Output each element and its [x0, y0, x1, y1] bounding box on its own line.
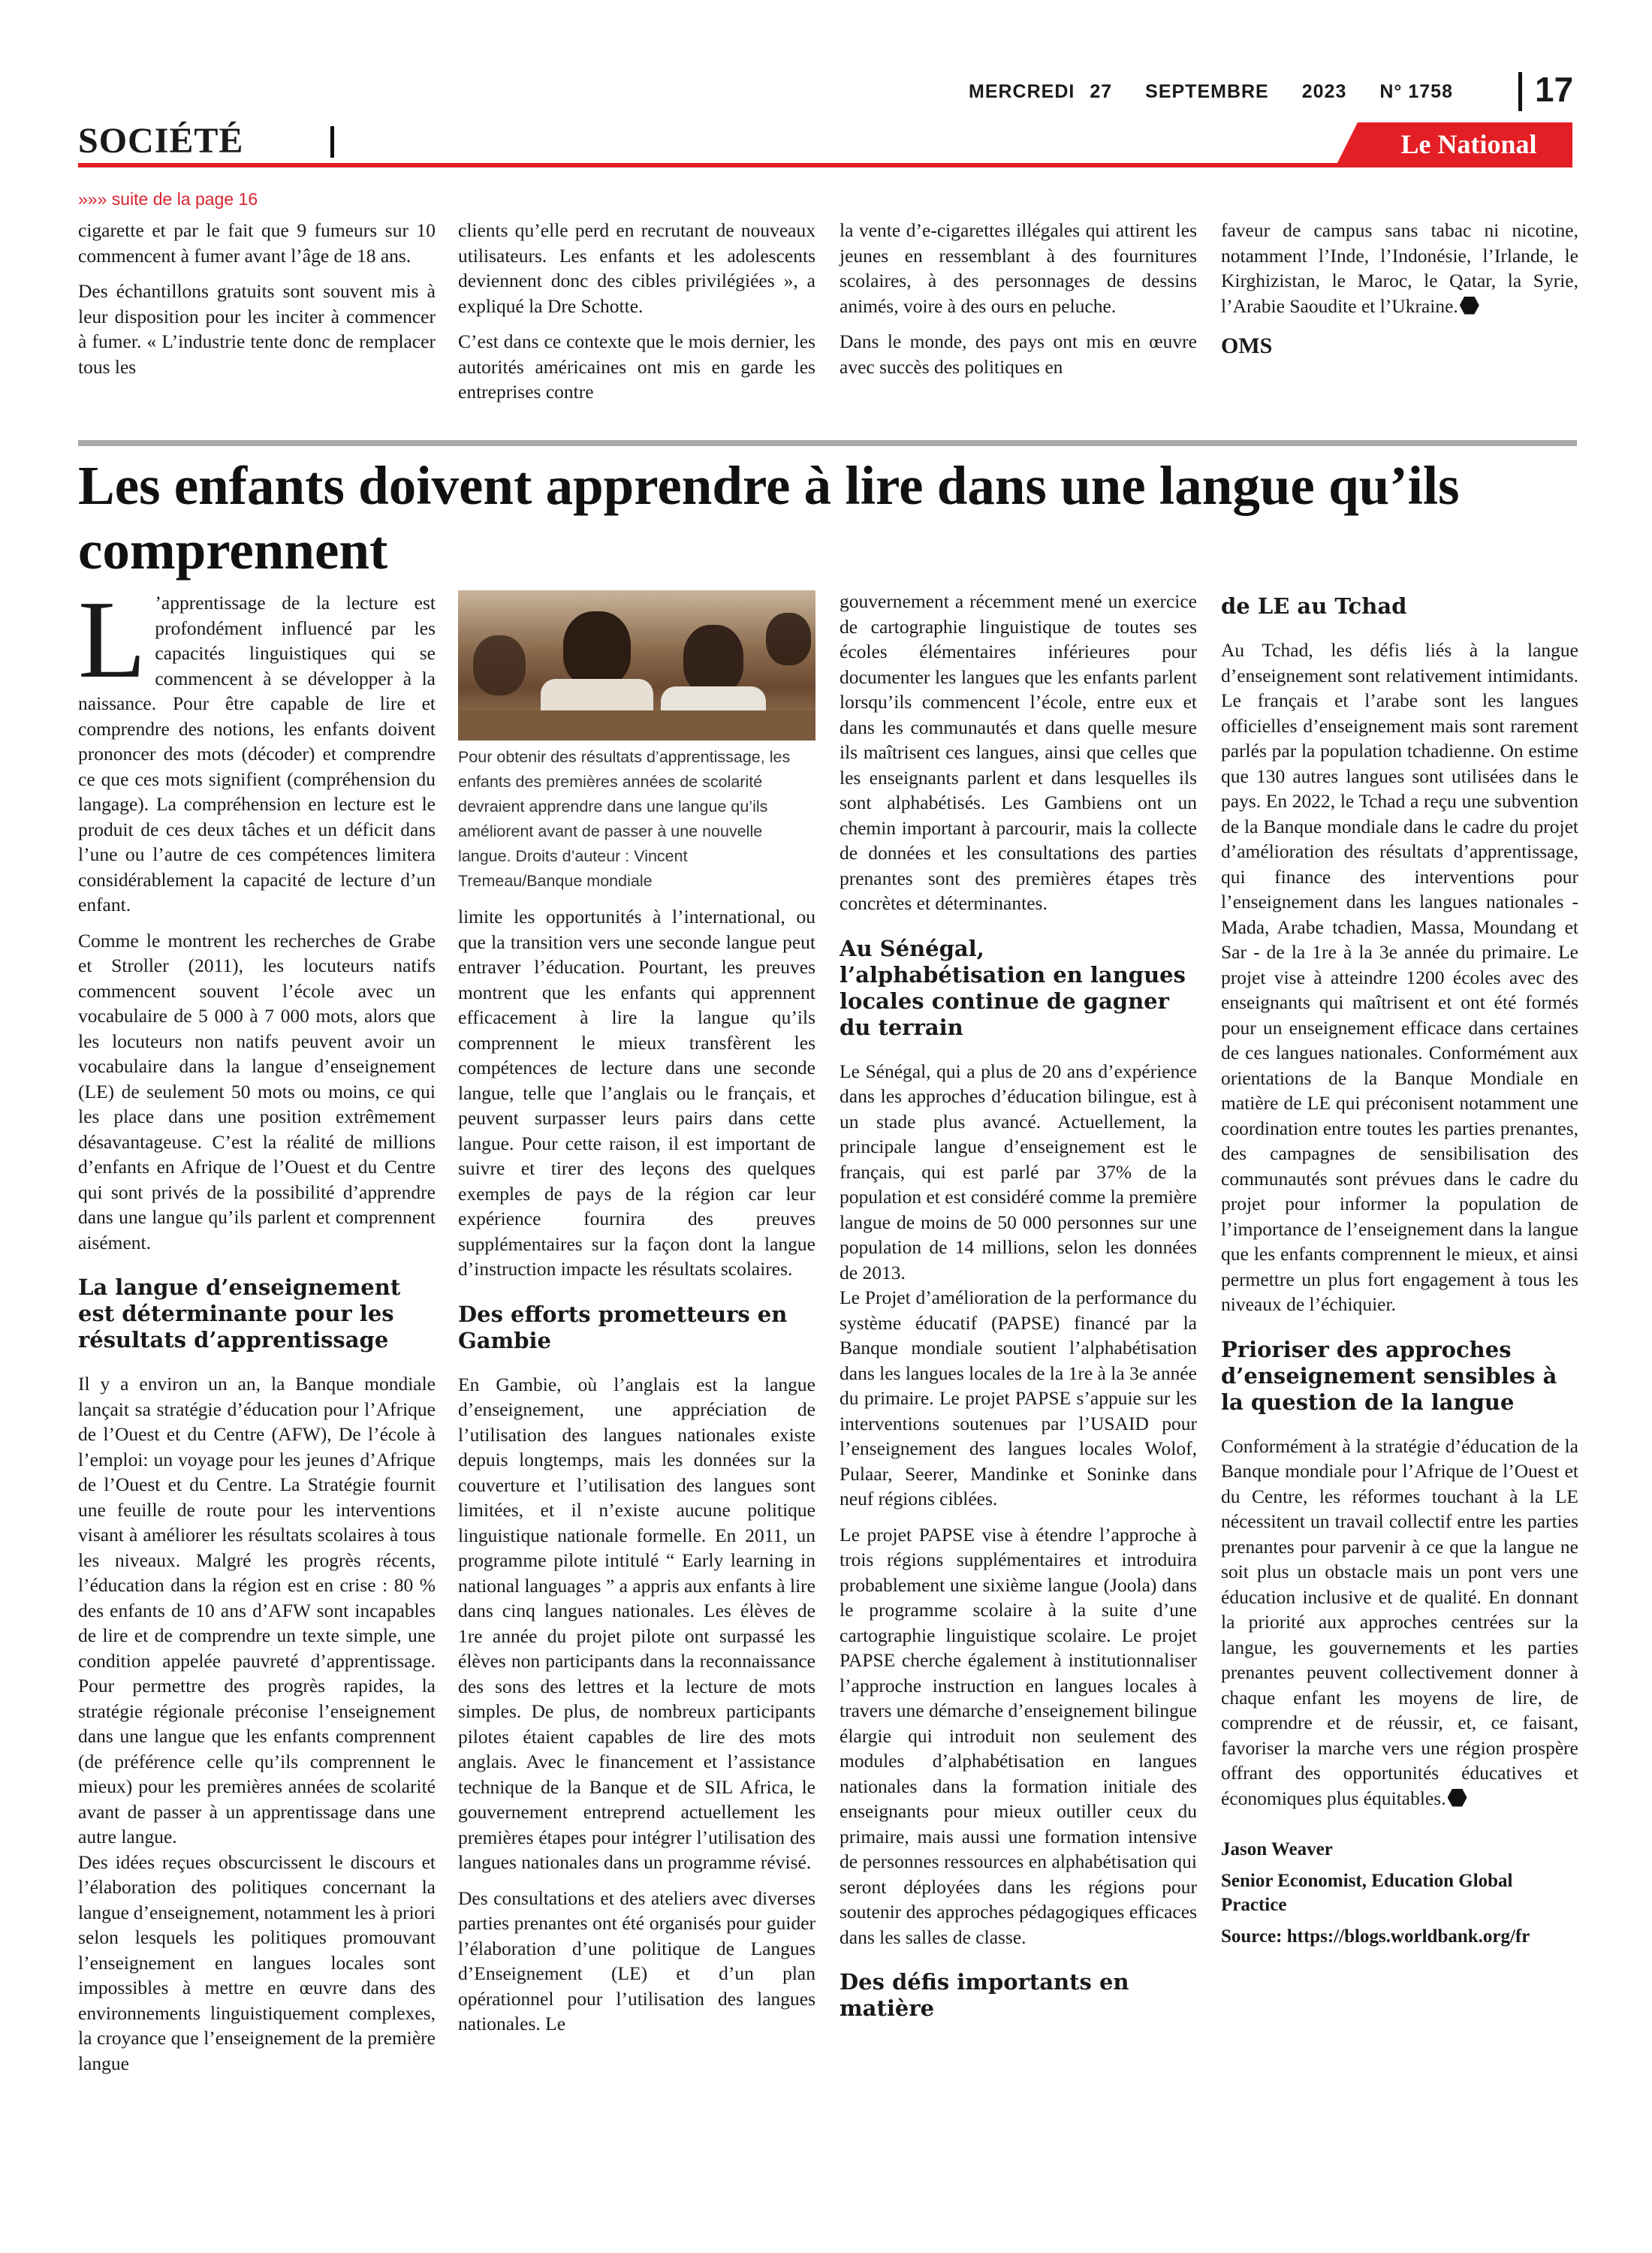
paragraph: Au Tchad, les défis liés à la langue d’enseignement sont relativement intimidants. Le français et l’arabe sont les langues officielles d’enseignement mais sont rarement parlés par la population tchadienne. On estime que 130 autres langues sont utilisées dans le pays. En 2022, le Tchad a reçu une subvention de la Banque mondiale dans le cadre du projet d’amélioration des résultats d’apprentissage, qui finance des interventions pour l’enseignement dans les langues nationales - Mada, Arabe tchadien, Massa, Moundang et Sar - de la 1re à la 3e année du primaire. Le projet vise à atteindre 1200 écoles avec des enseignants qui maîtrisent et ont été formés pour un enseignement efficace dans certaines de ces langues nationales. Conformément aux orientations de la Banque Mondiale en matière de LE qui préconisent notamment une coordination entre toutes les parties prenantes, des campagnes de sensibilisation des communautés sont prévues dans le cadre du projet pour informer la population de l’importance de l’enseignement dans la langue que les enfants comprennent le mieux, et ainsi permettre un plus fort engagement à tous les niveaux de l’échiquier. — [1221, 639, 1578, 1315]
subheading: Prioriser des approches d’enseignement sensibles à la question de la langue — [1221, 1336, 1557, 1415]
paragraph: Il y a environ un an, la Banque mondiale lançait sa stratégie d’éducation pour l’Afrique de l’Ouest et du Centre (AFW), De l’école à l’emploi: un voyage pour les jeunes d’Afrique de l’Ouest et du Centre. La Stratégie fournit une feuille de route pour les interventions visant à améliorer les résultats scolaires à tous les niveaux. Malgré les progrès récents, l’éducation dans la région est en crise : 80 % des enfants de 10 ans d’AFW sont incapables de lire et de comprendre un texte simple, une condition appelée pauvreté d’apprentissage. Pour permettre des progrès rapides, la stratégie régionale préconise l’enseignement dans une langue que les enfants comprennent (de préférence celle qu’ils comprennent le mieux) pour les premières années de scolarité avant de passer à un apprentissage dans une autre langue. — [78, 1373, 436, 1847]
paragraph: C’est dans ce contexte que le mois dernier, les autorités américaines ont mis en garde les entreprises contre — [458, 330, 815, 403]
paragraph: Conformément à la stratégie d’éducation de la Banque mondiale pour l’Afrique de l’Ouest et du Centre, les réformes touchant à la LE nécessitent un travail collectif entre les parties prenantes pour parvenir à ce que la langue ne soit plus un obstacle mais un pont vers une éducation inclusive et de qualité. En donnant la priorité aux approches centrées sur la langue, les gouvernements et les parties prenantes peuvent collectivement donner à chaque enfant les moyens de lire, de comprendre et de réussir, et, ce faisant, favoriser la marche vers une région prospère offrant des opportunités éducatives et économiques plus équitables. — [1221, 1434, 1578, 1809]
continued-from: »»» suite de la page 16 — [78, 189, 258, 209]
issue-date — [969, 81, 1453, 103]
paragraph: Le projet PAPSE vise à étendre l’approche à trois régions supplémentaires et introduira probablement une sixième langue (Joola) dans le programme scolaire à la suite d’une cartographie linguistique scolaire. Le projet PAPSE cherche également à institutionnaliser l’approche instruction en langues locales à travers une démarche d’enseignement bilingue élargie qui introduit non seulement des modules d’alphabétisation en langues nationales dans la formation initiale des enseignants pour mieux outiller ceux du primaire, mais aussi une formation intensive de personnes ressources en alphabétisation qui seront déployées dans les régions pour soutenir des approches pédagogiques efficaces dans les salles de classe. — [840, 1523, 1197, 1948]
paragraph: Des consultations et des ateliers avec diverses parties prenantes ont été organisés pour guider l’élaboration d’une politique de Langues d’Enseignement (LE) et d’un plan opérationnel pour l’utilisation des langues nationales. Le — [458, 1887, 815, 2034]
subheading: La langue d’enseignement est déterminante pour les résultats d’apprentissage — [78, 1274, 401, 1353]
section-rubric: SOCIÉTÉ — [78, 121, 244, 161]
subheading: Des efforts prometteurs en Gambie — [458, 1301, 788, 1353]
article-col1 — [78, 578, 436, 2086]
drop-cap: L — [78, 578, 146, 701]
paragraph: Le Sénégal, qui a plus de 20 ans d’expérience dans les approches d’éducation bilingue, est à un stade plus avancé. Actuellement, la principale langue d’enseignement est le français, qui est parlé par 37% de la population et est considéré comme la première langue de moins de 50 000 personnes sur une population de 14 millions, selon les données de 2013. — [840, 1060, 1197, 1283]
paragraph: la vente d’e-cigarettes illégales qui attirent les jeunes en ressemblant à des fournitures scolaires, à des personnages de dessins animés, voire à des ours en peluche. — [840, 219, 1197, 317]
child-figure — [683, 625, 743, 694]
date: 27 — [1090, 81, 1113, 102]
rubric-divider — [330, 126, 334, 158]
prev-article-signature: OMS — [1221, 333, 1273, 358]
subheading: Au Sénégal, l’alphabétisation en langues locales continue de gagner du terrain — [840, 935, 1186, 1040]
article-source: Source: https://blogs.worldbank.org/fr — [1221, 1926, 1530, 1947]
paragraph: Le Projet d’amélioration de la performance du système éducatif (PAPSE) financé par la Banque mondiale soutient l’alphabétisation dans les langues locales de la 1re à la 3e année du primaire. Le projet PAPSE s’appuie sur les interventions soutenues par l’USAID pour l’enseignement des langues locales Wolof, Pulaar, Seerer, Mandinke et Soninke dans neuf régions ciblées. — [840, 1286, 1197, 1510]
end-mark-icon — [1460, 297, 1479, 315]
subheading: Des défis importants en matière — [840, 1969, 1129, 2021]
author-role: Senior Economist, Education Global Practice — [1221, 1871, 1513, 1915]
paragraph: clients qu’elle perd en recrutant de nouveaux utilisateurs. Les enfants et les adolescents deviennent donc des cibles privilégiées », a expliqué la Dre Schotte. — [458, 219, 815, 317]
article-col4 — [1221, 586, 1578, 1949]
issue-number: N° 1758 — [1379, 81, 1453, 102]
child-figure — [563, 611, 631, 686]
paragraph: cigarette et par le fait que 9 fumeurs sur 10 commencent à fumer avant l’âge de 18 ans. — [78, 219, 436, 267]
prev-article-col3 — [840, 218, 1197, 390]
desk — [458, 710, 815, 740]
paragraph: Comme le montrent les recherches de Grabe et Stroller (2011), les locuteurs natifs commencent souvent l’école avec un vocabulaire de 5 000 à 7 000 mots, alors que les locuteurs non natifs peuvent avoir un vocabulaire dans la langue d’enseignement (LE) de seulement 50 mots ou moins, ce qui les place dans une position extrêmement désavantageuse. C’est la réalité de millions d’enfants en Afrique de l’Ouest et du Centre qui sont privés de la possibilité d’apprendre dans une langue qu’ils parlent et comprennent aisément. — [78, 929, 436, 1253]
header-red-rule — [78, 163, 1572, 167]
photo-caption: Pour obtenir des résultats d’apprentissage, les enfants des premières années de scolarité devraient apprendre dans une langue qu’ils améliorent avant de passer à une nouvelle langue. Droits d’auteur : Vincent Tremeau/Banque mondiale — [458, 748, 791, 890]
subheading: de LE au Tchad — [1221, 593, 1407, 619]
article-col2 — [458, 590, 815, 2047]
day: MERCREDI — [969, 81, 1075, 102]
prev-article-col4 — [1221, 218, 1578, 359]
paragraph: limite les opportunités à l’international, ou que la transition vers une seconde langue peut entraver l’éducation. Pourtant, les preuves montrent que les enfants qui apprennent efficacement à lire la langue qu’ils comprennent le mieux transfèrent les compétences de lecture dans une seconde langue, telle que l’anglais ou le français, et peuvent surpasser leurs pairs dans cette langue. Pour cette raison, il est important de suivre et tirer des leçons des quelques exemples de pays de la région car leur expérience fournira des preuves supplémentaires sur la façon dont la langue d’instruction impacte les résultats scolaires. — [458, 906, 815, 1280]
year: 2023 — [1301, 81, 1347, 102]
paragraph: En Gambie, où l’anglais est la langue d’enseignement, une appréciation de l’utilisation des langues nationales existe depuis longtemps, mais les données sur la couverture et l’utilisation des langues sont limitées, et il n’existe aucune politique linguistique nationale formelle. En 2011, un programme pilote intitulé “ Early learning in national languages ” a appris aux enfants à lire dans cinq langues nationales. Les élèves de 1re année du projet pilote ont surpassé les élèves non participants dans la reconnaissance des sons des lettres et la lecture de mots simples. De plus, de nombreux participants pilotes étaient capables de lire des mots anglais. Avec le financement et l’assistance technique de la Banque et de SIL Africa, le gouvernement entreprend actuellement les premières étapes pour intégrer l’utilisation des langues nationales dans un programme révisé. — [458, 1373, 815, 1873]
article-col3 — [840, 589, 1197, 2040]
paragraph: Dans le monde, des pays ont mis en œuvre avec succès des politiques en — [840, 330, 1197, 378]
header-divider — [1518, 72, 1522, 111]
brand-name: Le National — [1400, 129, 1537, 159]
paragraph: Des idées reçues obscurcissent le discours et l’élaboration des politiques concernant la langue d’enseignement, notamment les à priori selon lesquels les politiques promouvant l’enseignement en langues locales sont impossibles à mettre en œuvre dans des environnements linguistiquement complexes, la croyance que l’enseignement de la première langue — [78, 1850, 436, 2074]
article-headline: Les enfants doivent apprendre à lire dans une langue qu’ils comprennent — [78, 455, 1460, 581]
end-mark-icon — [1448, 1789, 1467, 1807]
article-divider — [78, 440, 1577, 446]
article-photo — [458, 590, 815, 740]
paragraph: gouvernement a récemment mené un exercice de cartographie linguistique de toutes ses écoles élémentaires inférieures pour documenter les langues que les enfants parlent lorsqu’ils commencent l’école, entre eux et dans les communautés et dans quelle mesure ils maîtrisent ces langues, ainsi que celles que les enseignants parlent et dans lesquelles ils sont alphabétisés. Les Gambiens ont un chemin important à parcourir, mais la collecte de données et les consultations des parties prenantes sont des premières étapes très concrètes et déterminantes. — [840, 590, 1197, 914]
paragraph: ’apprentissage de la lecture est profondément influencé par les capacités linguistiques qui se commencent à se développer à la naissance. Pour être capable de lire et comprendre des notions, les enfants doivent prononcer des mots (décoder) et comprendre ce que ces mots signifient (compréhension du langage). La compréhension en lecture est le produit de ces deux tâches et un déficit dans l’une ou l’autre de ces compétences limitera considérablement la capacité de lecture d’un enfant. — [78, 592, 436, 915]
paragraph: faveur de campus sans tabac ni nicotine, notamment l’Inde, l’Indonésie, l’Irlande, le Kirghizistan, le Maroc, le Qatar, la Syrie, l’Arabie Saoudite et l’Ukraine. — [1221, 219, 1578, 317]
author-name: Jason Weaver — [1221, 1839, 1333, 1859]
page-number: 17 — [1535, 70, 1574, 109]
paragraph: Des échantillons gratuits sont souvent mis à leur disposition pour les inciter à commencer à fumer. « L’industrie tente donc de remplacer tous les — [78, 280, 436, 378]
month: SEPTEMBRE — [1145, 81, 1269, 102]
prev-article-col2 — [458, 218, 815, 415]
prev-article-col1 — [78, 218, 436, 390]
